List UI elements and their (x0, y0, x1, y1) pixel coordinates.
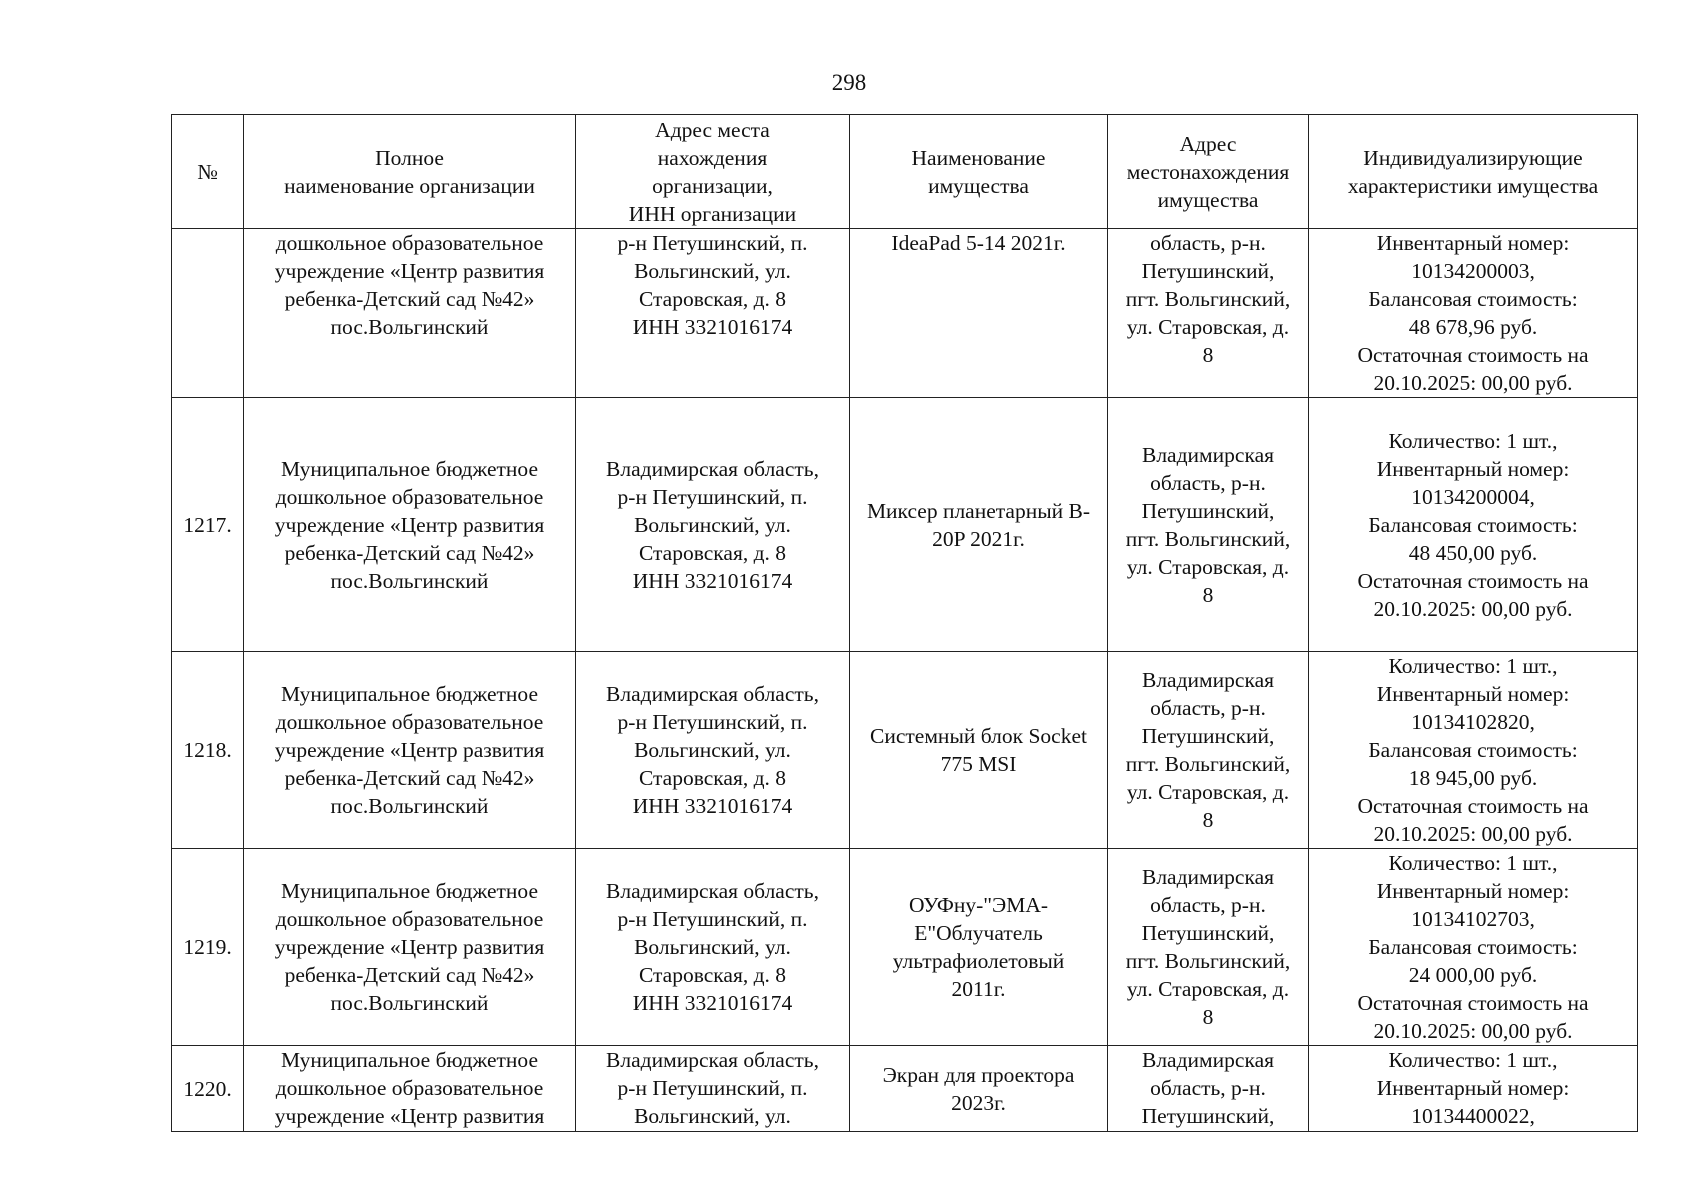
org-address-cell: Владимирская область, р-н Петушинский, п. Вольгинский, ул. (576, 1046, 850, 1132)
property-address-cell: Владимирская область, р-н. Петушинский, пгт. Вольгинский, ул. Старовская, д. 8 (1108, 849, 1309, 1046)
property-address-cell: область, р-н. Петушинский, пгт. Вольгинский, ул. Старовская, д. 8 (1108, 229, 1309, 398)
org-address-cell: Владимирская область, р-н Петушинский, п. Вольгинский, ул. Старовская, д. 8 ИНН 3321016174 (576, 652, 850, 849)
org-address-cell: Владимирская область, р-н Петушинский, п. Вольгинский, ул. Старовская, д. 8 ИНН 3321016174 (576, 849, 850, 1046)
org-name-cell: Муниципальное бюджетное дошкольное образовательное учреждение «Центр развития ребенка-Детский сад №42» пос.Вольгинский (244, 849, 576, 1046)
characteristics-cell: Количество: 1 шт., Инвентарный номер: 10134200004, Балансовая стоимость: 48 450,00 руб. Остаточная стоимость на 20.10.2025: 00,00 руб. (1309, 398, 1638, 652)
property-registry-table (171, 114, 1638, 1132)
property-name-cell: Системный блок Socket 775 MSI (850, 652, 1108, 849)
header-property-name: Наименование имущества (850, 115, 1108, 229)
header-number: № (172, 115, 244, 229)
characteristics-cell: Инвентарный номер: 10134200003, Балансовая стоимость: 48 678,96 руб. Остаточная стоимость на 20.10.2025: 00,00 руб. (1309, 229, 1638, 398)
org-name-cell: дошкольное образовательное учреждение «Центр развития ребенка-Детский сад №42» пос.Вольгинский (244, 229, 576, 398)
characteristics-cell: Количество: 1 шт., Инвентарный номер: 10134400022, (1309, 1046, 1638, 1132)
property-name-cell: Миксер планетарный B- 20P 2021г. (850, 398, 1108, 652)
row-number (172, 229, 244, 398)
table-header-row (172, 115, 1638, 229)
row-number: 1217. (172, 398, 244, 652)
table-row (172, 229, 1638, 398)
property-address-cell: Владимирская область, р-н. Петушинский, пгт. Вольгинский, ул. Старовская, д. 8 (1108, 398, 1309, 652)
characteristics-cell: Количество: 1 шт., Инвентарный номер: 10134102703, Балансовая стоимость: 24 000,00 руб. Остаточная стоимость на 20.10.2025: 00,00 руб. (1309, 849, 1638, 1046)
org-name-cell: Муниципальное бюджетное дошкольное образовательное учреждение «Центр развития ребенка-Детский сад №42» пос.Вольгинский (244, 398, 576, 652)
row-number: 1218. (172, 652, 244, 849)
property-name-cell: Экран для проектора 2023г. (850, 1046, 1108, 1132)
table-row (172, 398, 1638, 652)
org-address-cell: Владимирская область, р-н Петушинский, п. Вольгинский, ул. Старовская, д. 8 ИНН 3321016174 (576, 398, 850, 652)
property-address-cell: Владимирская область, р-н. Петушинский, (1108, 1046, 1309, 1132)
row-number: 1220. (172, 1046, 244, 1132)
table-row (172, 652, 1638, 849)
property-name-cell: IdeaPad 5-14 2021г. (850, 229, 1108, 398)
header-characteristics: Индивидуализирующие характеристики имущества (1309, 115, 1638, 229)
table-row (172, 849, 1638, 1046)
table-row (172, 1046, 1638, 1132)
page-number: 298 (831, 70, 867, 95)
org-name-cell: Муниципальное бюджетное дошкольное образовательное учреждение «Центр развития (244, 1046, 576, 1132)
characteristics-cell: Количество: 1 шт., Инвентарный номер: 10134102820, Балансовая стоимость: 18 945,00 руб. Остаточная стоимость на 20.10.2025: 00,00 руб. (1309, 652, 1638, 849)
property-name-cell: ОУФну-"ЭМА- Е"Облучатель ультрафиолетовый 2011г. (850, 849, 1108, 1046)
header-org-name: Полное наименование организации (244, 115, 576, 229)
org-address-cell: р-н Петушинский, п. Вольгинский, ул. Старовская, д. 8 ИНН 3321016174 (576, 229, 850, 398)
row-number: 1219. (172, 849, 244, 1046)
org-name-cell: Муниципальное бюджетное дошкольное образовательное учреждение «Центр развития ребенка-Детский сад №42» пос.Вольгинский (244, 652, 576, 849)
property-address-cell: Владимирская область, р-н. Петушинский, пгт. Вольгинский, ул. Старовская, д. 8 (1108, 652, 1309, 849)
header-property-address: Адрес местонахождения имущества (1108, 115, 1309, 229)
header-org-address: Адрес места нахождения организации, ИНН организации (576, 115, 850, 229)
